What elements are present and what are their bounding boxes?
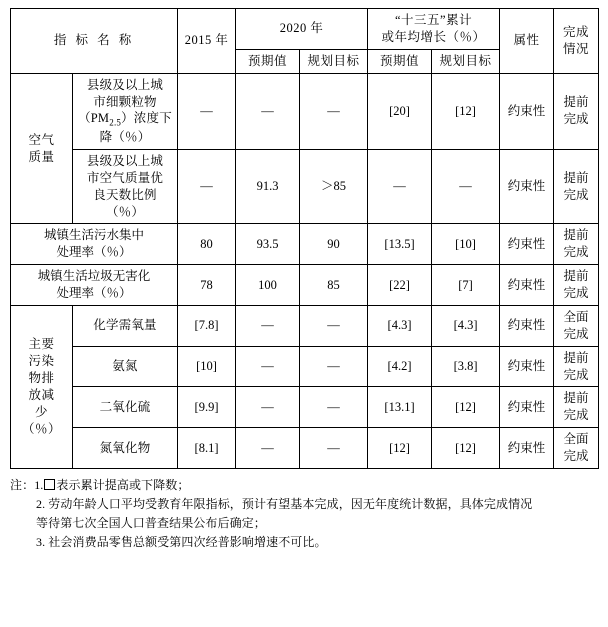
note-line-2: 2. 劳动年龄人口平均受教育年限指标，预计有望基本完成，因无年度统计数据，具体完成情况 <box>36 497 533 512</box>
cell-cum-expected: [13.1] <box>368 387 432 428</box>
cell-cum-target: [7] <box>432 265 500 306</box>
indicator-line: 处理率（％） <box>56 245 132 260</box>
cell-cum-expected: [12] <box>368 428 432 469</box>
cell-2020-expected: — <box>236 305 300 346</box>
header-cumulative-target: 规划目标 <box>432 49 500 73</box>
cell-attribute: 约束性 <box>500 387 554 428</box>
cell-attribute: 约束性 <box>500 224 554 265</box>
cell-status <box>554 346 599 387</box>
indicator-sewage-treatment <box>11 224 178 265</box>
cell-attribute: 约束性 <box>500 73 554 149</box>
cell-cum-target: [12] <box>432 387 500 428</box>
cell-cum-target: — <box>432 149 500 224</box>
cell-cum-expected: [20] <box>368 73 432 149</box>
indicator-sulfur-dioxide: 二氧化硫 <box>73 387 178 428</box>
indicator-line: （％） <box>105 204 145 219</box>
note-line-1 <box>10 476 598 495</box>
cell-2015: 80 <box>178 224 236 265</box>
table-notes <box>10 476 598 553</box>
cell-2020-target: — <box>300 428 368 469</box>
status-line: 完成 <box>563 286 589 301</box>
indicator-good-air-days <box>73 149 178 224</box>
header-cumulative <box>368 9 500 50</box>
group-label-line: 物排 <box>28 371 55 386</box>
status-line: 提前 <box>563 95 589 110</box>
status-line: 完成 <box>563 245 589 260</box>
status-line: 提前 <box>563 391 589 406</box>
cell-2020-expected: 93.5 <box>236 224 300 265</box>
cell-2020-expected: — <box>236 387 300 428</box>
table-row <box>11 265 599 306</box>
indicator-line: 市空气质量优 <box>86 170 164 185</box>
header-attribute: 属性 <box>500 9 554 74</box>
indicator-line: 城镇生活污水集中 <box>44 228 145 243</box>
indicator-line: 县级及以上城 <box>86 77 164 92</box>
group-label-line: 少 <box>34 404 48 419</box>
status-line: 完成 <box>563 408 589 423</box>
header-indicator: 指 标 名 称 <box>11 9 178 74</box>
cell-2020-expected: 91.3 <box>236 149 300 224</box>
cell-2015: — <box>178 149 236 224</box>
header-status-line2: 情况 <box>563 41 590 56</box>
cell-cum-target: [10] <box>432 224 500 265</box>
table-row <box>11 224 599 265</box>
status-line: 完成 <box>563 187 589 202</box>
table-row <box>11 387 599 428</box>
cell-status <box>554 265 599 306</box>
note-1-prefix: 1. <box>34 477 44 492</box>
cell-status <box>554 387 599 428</box>
indicator-line: 城镇生活垃圾无害化 <box>37 269 151 284</box>
indicator-cod: 化学需氧量 <box>73 305 178 346</box>
group-label-line: 空气 <box>28 132 55 147</box>
cell-2020-target: 90 <box>300 224 368 265</box>
cell-cum-target: [12] <box>432 428 500 469</box>
header-status-line1: 完成 <box>563 24 590 39</box>
cell-2020-expected: — <box>236 73 300 149</box>
cell-status <box>554 149 599 224</box>
indicator-line: 县级及以上城 <box>86 153 164 168</box>
cell-2015: [10] <box>178 346 236 387</box>
status-line: 提前 <box>563 269 589 284</box>
table-row <box>11 149 599 224</box>
cell-attribute: 约束性 <box>500 346 554 387</box>
cell-2020-target: 85 <box>300 265 368 306</box>
cell-2020-target: — <box>300 73 368 149</box>
table-row <box>11 346 599 387</box>
header-cumulative-line2: 或年均增长（％） <box>381 29 486 44</box>
group-label-line: （％） <box>21 421 61 436</box>
cell-cum-target: [3.8] <box>432 346 500 387</box>
cell-status <box>554 224 599 265</box>
indicator-line: 良天数比例 <box>93 187 157 202</box>
group-label-line: 污染 <box>28 354 55 369</box>
cell-attribute: 约束性 <box>500 265 554 306</box>
indicator-line: $(PM_{2.5})$浓度下 <box>78 111 172 128</box>
notes-label: 注： <box>10 477 35 492</box>
indicator-line: 降（％） <box>99 130 151 145</box>
header-2020-target: 规划目标 <box>300 49 368 73</box>
status-line: 完成 <box>563 449 589 464</box>
cell-2020-target: — <box>300 387 368 428</box>
cell-2020-expected: — <box>236 346 300 387</box>
header-year-2015: 2015 年 <box>178 9 236 74</box>
box-glyph-icon <box>44 479 55 490</box>
status-line: 完成 <box>563 326 589 341</box>
cell-cum-expected: [13.5] <box>368 224 432 265</box>
table-row <box>11 428 599 469</box>
cell-status <box>554 73 599 149</box>
cell-2020-target: — <box>300 346 368 387</box>
group-label-pollutant-reduction <box>11 305 73 468</box>
cell-2020-expected: 100 <box>236 265 300 306</box>
cell-cum-target: [12] <box>432 73 500 149</box>
cell-cum-expected: — <box>368 149 432 224</box>
indicator-line: 市细颗粒物 <box>93 94 157 109</box>
group-label-line: 质量 <box>28 149 55 164</box>
status-line: 全面 <box>563 432 589 447</box>
cell-2015: — <box>178 73 236 149</box>
status-line: 完成 <box>563 112 589 127</box>
cell-status <box>554 428 599 469</box>
indicator-ammonia-nitrogen: 氨氮 <box>73 346 178 387</box>
note-1-text: 表示累计提高或下降数； <box>56 477 190 492</box>
cell-attribute: 约束性 <box>500 428 554 469</box>
group-label-air-quality <box>11 73 73 224</box>
cell-cum-expected: [4.2] <box>368 346 432 387</box>
indicator-garbage-treatment <box>11 265 178 306</box>
cell-2015: 78 <box>178 265 236 306</box>
status-line: 全面 <box>563 309 589 324</box>
indicator-pm25 <box>73 73 178 149</box>
cell-2015: [8.1] <box>178 428 236 469</box>
indicator-table <box>10 8 599 469</box>
status-line: 完成 <box>563 367 589 382</box>
cell-attribute: 约束性 <box>500 149 554 224</box>
group-label-line: 放减 <box>28 387 55 402</box>
status-line: 提前 <box>563 228 589 243</box>
cell-2015: [9.9] <box>178 387 236 428</box>
note-line-3: 3. 社会消费品零售总额受第四次经普影响增速不可比。 <box>36 535 327 550</box>
cell-cum-expected: [22] <box>368 265 432 306</box>
cell-2020-target: ＞85 <box>300 149 368 224</box>
cell-status <box>554 305 599 346</box>
header-status <box>554 9 599 74</box>
group-label-line: 主要 <box>28 337 55 352</box>
cell-cum-target: [4.3] <box>432 305 500 346</box>
header-cumulative-expected: 预期值 <box>368 49 432 73</box>
header-2020-expected: 预期值 <box>236 49 300 73</box>
table-header <box>11 9 599 74</box>
status-line: 提前 <box>563 170 589 185</box>
header-year-2020: 2020 年 <box>236 9 368 50</box>
table-row <box>11 305 599 346</box>
note-line-2-cont: 等待第七次全国人口普查结果公布后确定； <box>36 516 266 531</box>
indicator-line: 处理率（％） <box>56 286 132 301</box>
table-row <box>11 73 599 149</box>
cell-2020-expected: — <box>236 428 300 469</box>
header-row-1 <box>11 9 599 50</box>
pm-subscript: 2.5 <box>109 117 122 128</box>
table-body <box>11 73 599 468</box>
header-cumulative-line1: “十三五”累计 <box>394 13 473 27</box>
status-line: 提前 <box>563 350 589 365</box>
cell-2015: [7.8] <box>178 305 236 346</box>
cell-cum-expected: [4.3] <box>368 305 432 346</box>
indicator-nitrogen-oxides: 氮氧化物 <box>73 428 178 469</box>
cell-2020-target: — <box>300 305 368 346</box>
cell-attribute: 约束性 <box>500 305 554 346</box>
